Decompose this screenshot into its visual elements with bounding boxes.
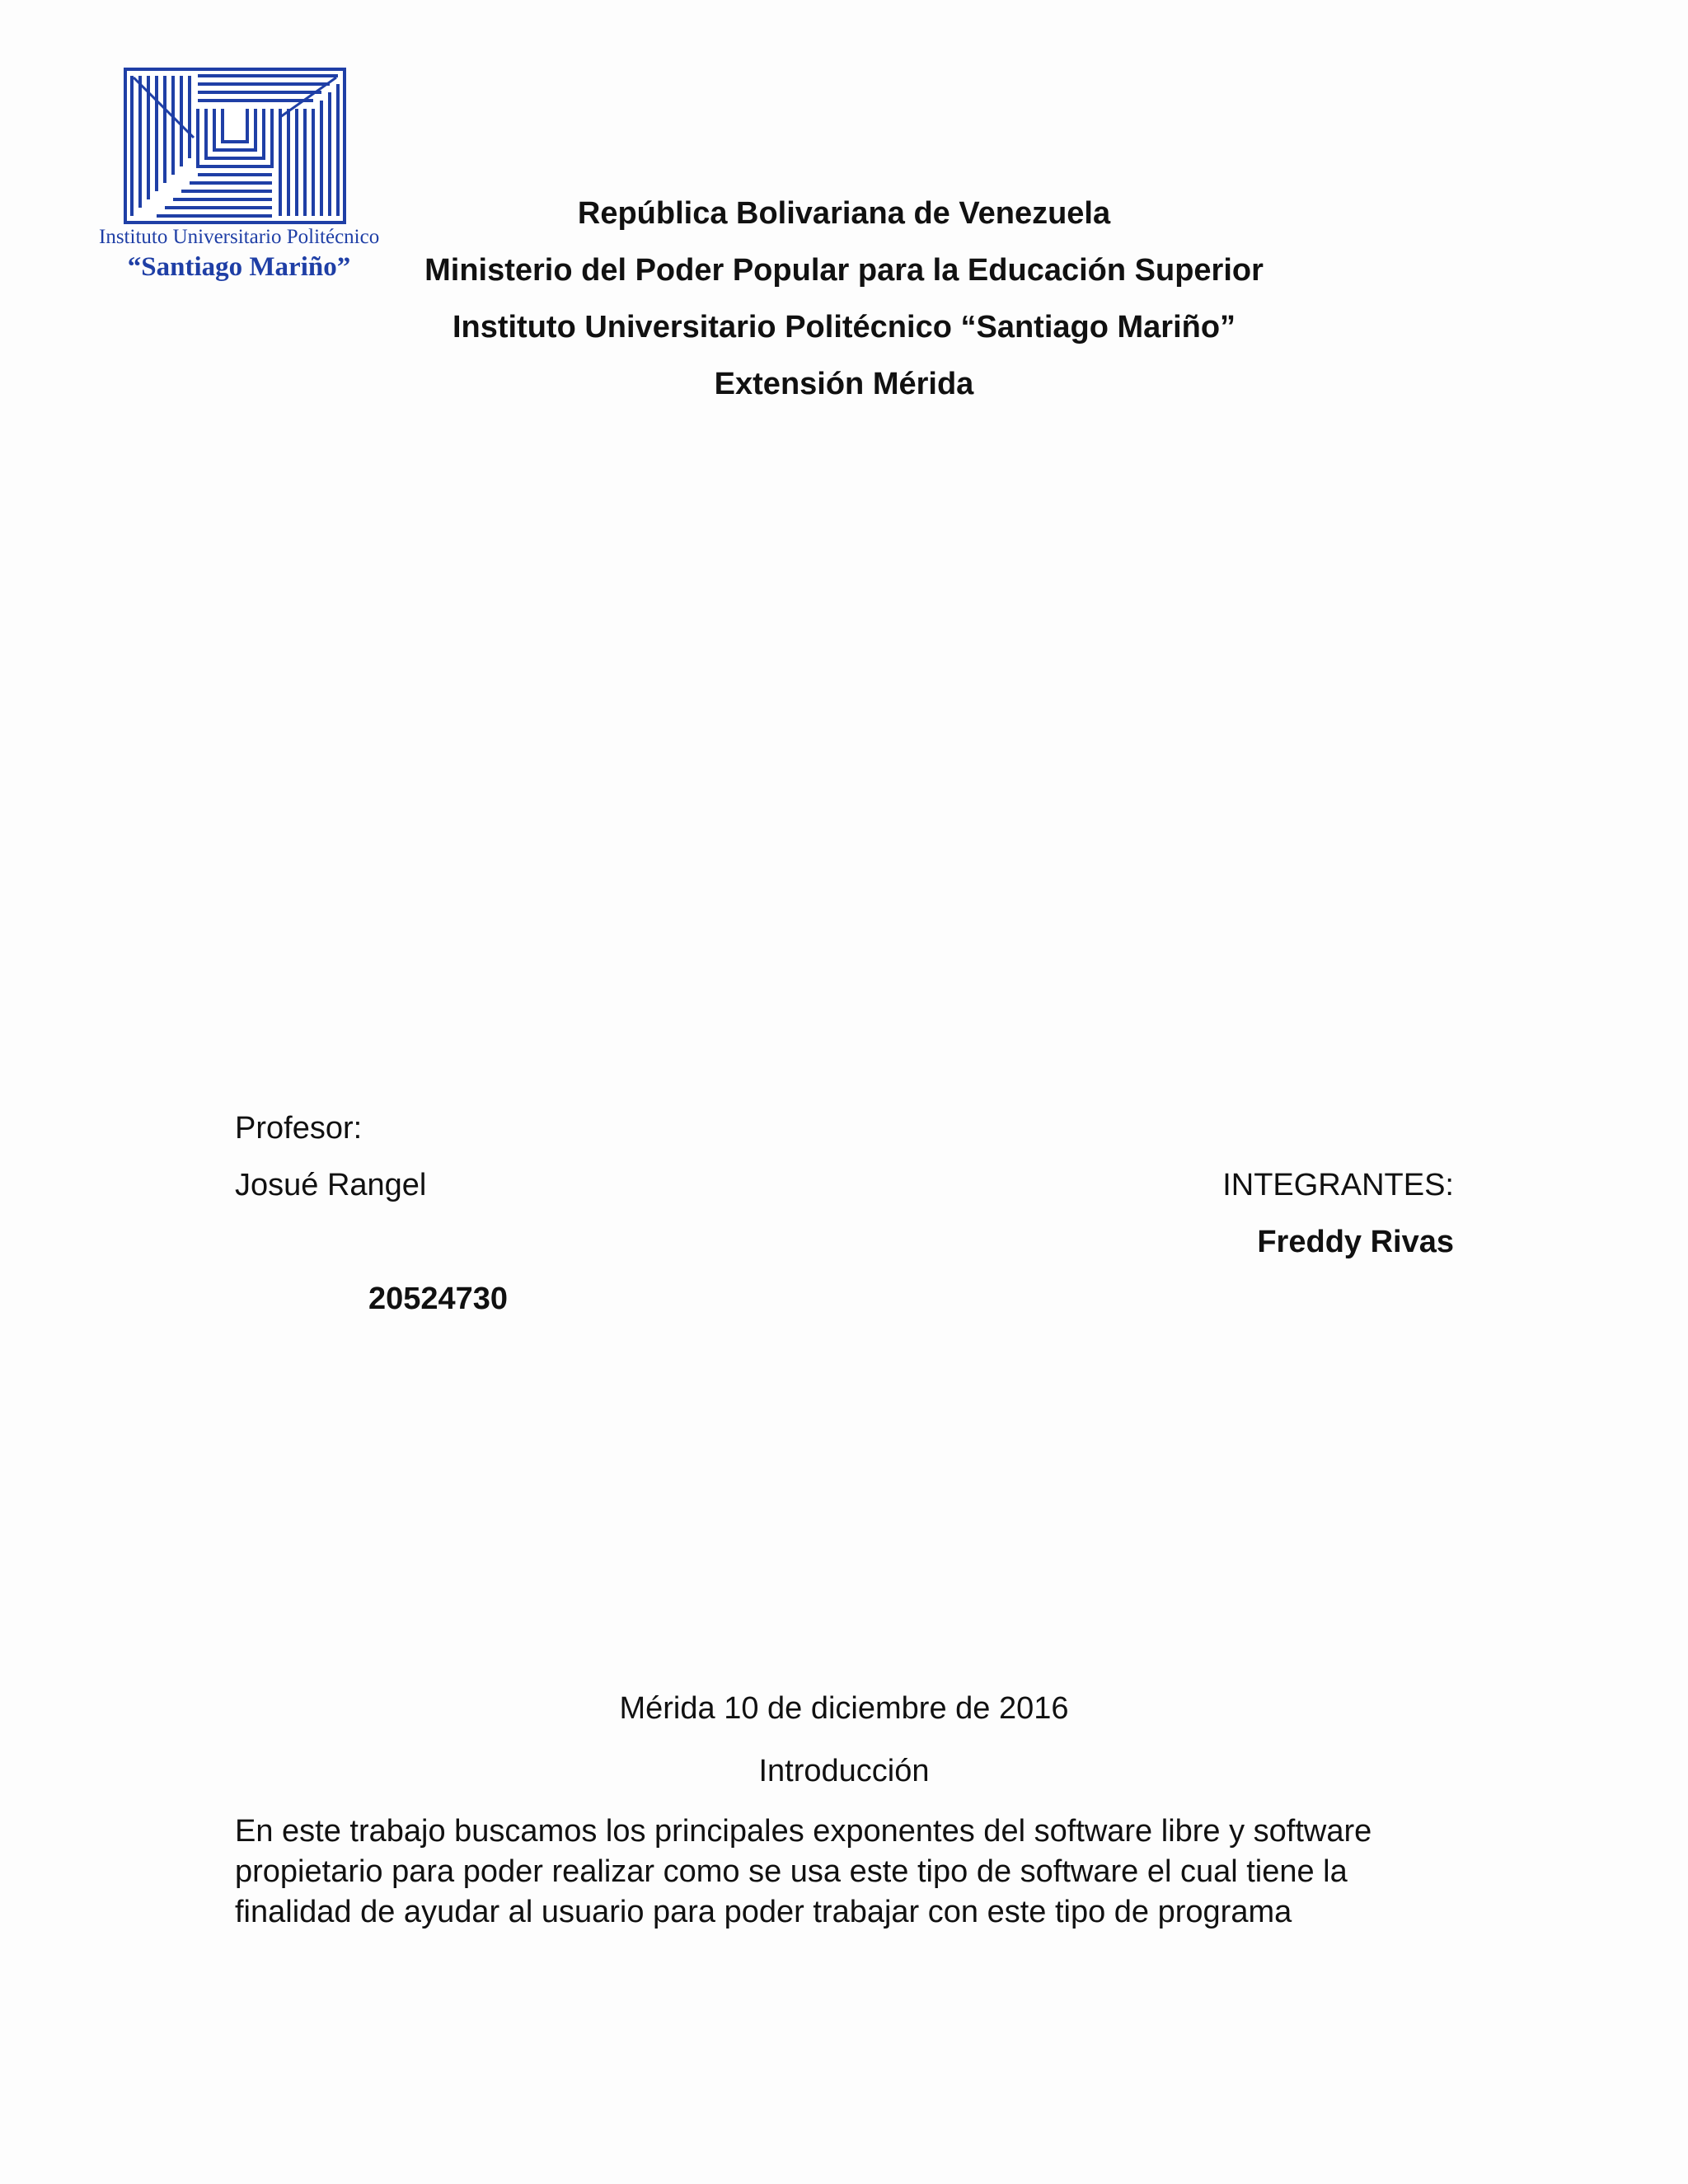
- intro-paragraph: [235, 1811, 1488, 1933]
- intro-title: Introducción: [758, 1754, 930, 1788]
- header-extension: Extensión Mérida: [714, 367, 974, 401]
- institution-logo: [99, 68, 379, 282]
- header-ministry: Ministerio del Poder Popular para la Educación Superior: [424, 253, 1264, 288]
- teacher-label: Profesor:: [235, 1111, 363, 1146]
- intro-line: propietario para poder realizar como se usa este tipo de software el cual tiene la: [235, 1854, 1348, 1889]
- teacher-id: 20524730: [368, 1282, 509, 1316]
- date-line: Mérida 10 de diciembre de 2016: [619, 1691, 1069, 1726]
- logo-text-line1: Instituto Universitario Politécnico: [99, 226, 380, 248]
- header-institute: Instituto Universitario Politécnico “Santiago Mariño”: [452, 310, 1236, 344]
- members-label: INTEGRANTES:: [1222, 1168, 1454, 1202]
- intro-line: En este trabajo buscamos los principales exponentes del software libre y software: [235, 1814, 1372, 1849]
- intro-line: finalidad de ayudar al usuario para poder trabajar con este tipo de programa: [235, 1895, 1292, 1929]
- logo-text-line2: “Santiago Mariño”: [127, 252, 351, 282]
- member-name: Freddy Rivas: [1257, 1225, 1454, 1259]
- header-republic: República Bolivariana de Venezuela: [577, 196, 1111, 231]
- teacher-name: Josué Rangel: [235, 1168, 427, 1202]
